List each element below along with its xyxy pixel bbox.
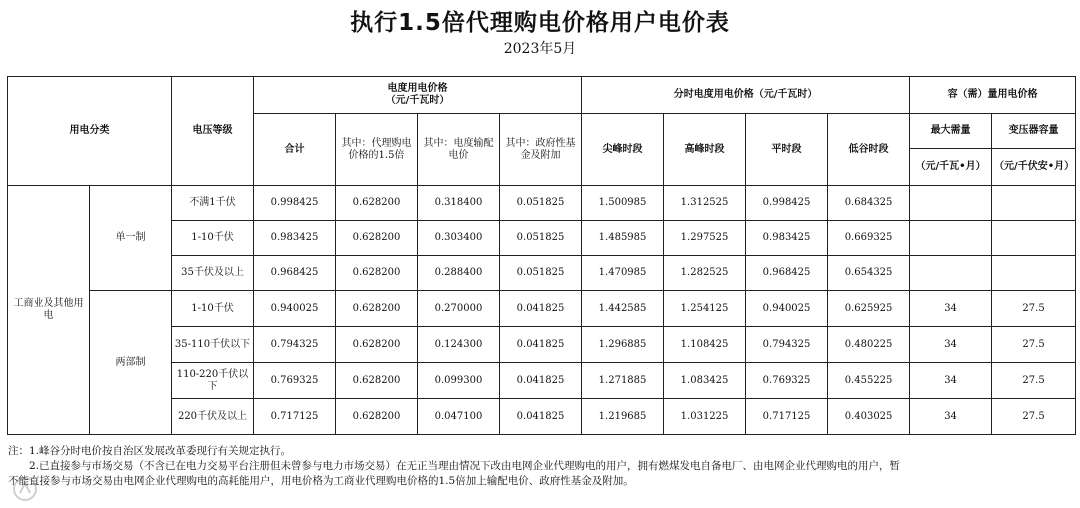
valley-cell: 0.455225 <box>828 363 910 399</box>
fund-cell: 0.051825 <box>500 186 582 221</box>
total-cell: 0.998425 <box>254 186 336 221</box>
demand-cell <box>910 186 992 221</box>
header-capacity-group: 容（需）量用电价格 <box>910 77 1076 114</box>
sharp-cell: 1.219685 <box>582 399 664 435</box>
header-sharp-peak: 尖峰时段 <box>582 114 664 186</box>
flat-cell: 0.983425 <box>746 221 828 256</box>
header-max-demand: 最大需量 <box>910 114 992 149</box>
fund-cell: 0.041825 <box>500 327 582 363</box>
proxy-cell: 0.628200 <box>336 256 418 291</box>
transformer-cell: 27.5 <box>992 399 1076 435</box>
demand-cell: 34 <box>910 291 992 327</box>
voltage-cell: 1-10千伏 <box>172 221 254 256</box>
flat-cell: 0.794325 <box>746 327 828 363</box>
transmission-cell: 0.047100 <box>418 399 500 435</box>
header-transformer-unit: （元/千伏安•月） <box>992 149 1076 186</box>
group-single-cell: 单一制 <box>90 186 172 291</box>
document-date: 2023年5月 <box>503 41 577 57</box>
demand-cell: 34 <box>910 399 992 435</box>
valley-cell: 0.654325 <box>828 256 910 291</box>
total-cell: 0.769325 <box>254 363 336 399</box>
table-row <box>8 291 1076 327</box>
high-cell: 1.282525 <box>664 256 746 291</box>
voltage-cell: 不满1千伏 <box>172 186 254 221</box>
header-flat: 平时段 <box>746 114 828 186</box>
transformer-cell: 27.5 <box>992 327 1076 363</box>
proxy-cell: 0.628200 <box>336 291 418 327</box>
footnote-line: 不能直接参与市场交易由电网企业代理购电的高耗能用户，用电价格为工商业代理购电价格的1.5倍加上输配电价、政府性基金及附加。 <box>8 475 634 487</box>
sharp-cell: 1.470985 <box>582 256 664 291</box>
fund-cell: 0.041825 <box>500 363 582 399</box>
flat-cell: 0.769325 <box>746 363 828 399</box>
voltage-cell: 35千伏及以上 <box>172 256 254 291</box>
category-cell: 工商业及其他用电 <box>8 186 90 435</box>
transmission-cell: 0.124300 <box>418 327 500 363</box>
sharp-cell: 1.500985 <box>582 186 664 221</box>
high-cell: 1.108425 <box>664 327 746 363</box>
proxy-cell: 0.628200 <box>336 186 418 221</box>
sharp-cell: 1.485985 <box>582 221 664 256</box>
total-cell: 0.794325 <box>254 327 336 363</box>
sharp-cell: 1.296885 <box>582 327 664 363</box>
voltage-cell: 1-10千伏 <box>172 291 254 327</box>
voltage-cell: 220千伏及以上 <box>172 399 254 435</box>
footnote-line: 2.已直接参与市场交易（不含已在电力交易平台注册但未曾参与电力市场交易）在无正当理由情况下改由电网企业代理购电的用户，拥有燃煤发电自备电厂、由电网企业代理购电的用户，暂 <box>8 460 901 472</box>
proxy-cell: 0.628200 <box>336 363 418 399</box>
fund-cell: 0.051825 <box>500 256 582 291</box>
demand-cell: 34 <box>910 327 992 363</box>
high-cell: 1.031225 <box>664 399 746 435</box>
transmission-cell: 0.270000 <box>418 291 500 327</box>
transformer-cell <box>992 186 1076 221</box>
sharp-cell: 1.271885 <box>582 363 664 399</box>
header-high-peak: 高峰时段 <box>664 114 746 186</box>
transmission-cell: 0.303400 <box>418 221 500 256</box>
header-fund: 其中：政府性基金及附加 <box>500 114 582 186</box>
high-cell: 1.312525 <box>664 186 746 221</box>
high-cell: 1.297525 <box>664 221 746 256</box>
flat-cell: 0.717125 <box>746 399 828 435</box>
flat-cell: 0.968425 <box>746 256 828 291</box>
table-row <box>8 186 1076 221</box>
high-cell: 1.083425 <box>664 363 746 399</box>
demand-cell: 34 <box>910 363 992 399</box>
demand-cell <box>910 256 992 291</box>
total-cell: 0.940025 <box>254 291 336 327</box>
fund-cell: 0.041825 <box>500 399 582 435</box>
header-transformer: 变压器容量 <box>992 114 1076 149</box>
flat-cell: 0.940025 <box>746 291 828 327</box>
valley-cell: 0.480225 <box>828 327 910 363</box>
header-degree-title: 电度用电价格 <box>387 83 448 94</box>
transformer-cell: 27.5 <box>992 363 1076 399</box>
flat-cell: 0.998425 <box>746 186 828 221</box>
price-table <box>7 76 1076 435</box>
valley-cell: 0.684325 <box>828 186 910 221</box>
header-tou-group: 分时电度用电价格（元/千瓦时） <box>582 77 910 114</box>
valley-cell: 0.669325 <box>828 221 910 256</box>
transformer-cell <box>992 256 1076 291</box>
group-two-part-cell: 两部制 <box>90 291 172 435</box>
document-title: 执行1.5倍代理购电价格用户电价表 <box>350 10 730 36</box>
fund-cell: 0.041825 <box>500 291 582 327</box>
proxy-cell: 0.628200 <box>336 327 418 363</box>
proxy-cell: 0.628200 <box>336 221 418 256</box>
transmission-cell: 0.288400 <box>418 256 500 291</box>
header-voltage: 电压等级 <box>172 77 254 186</box>
watermark-logo <box>12 476 122 506</box>
header-valley: 低谷时段 <box>828 114 910 186</box>
watermark-icon <box>12 476 38 502</box>
total-cell: 0.968425 <box>254 256 336 291</box>
sharp-cell: 1.442585 <box>582 291 664 327</box>
transformer-cell <box>992 221 1076 256</box>
header-proxy: 其中：代理购电价格的1.5倍 <box>336 114 418 186</box>
proxy-cell: 0.628200 <box>336 399 418 435</box>
fund-cell: 0.051825 <box>500 221 582 256</box>
transformer-cell: 27.5 <box>992 291 1076 327</box>
valley-cell: 0.403025 <box>828 399 910 435</box>
header-category: 用电分类 <box>8 77 172 186</box>
footnote-line: 注：1.峰谷分时电价按自治区发展改革委现行有关规定执行。 <box>8 445 292 457</box>
header-transmission: 其中：电度输配电价 <box>418 114 500 186</box>
high-cell: 1.254125 <box>664 291 746 327</box>
total-cell: 0.717125 <box>254 399 336 435</box>
header-degree-unit: （元/千瓦时） <box>385 95 450 106</box>
voltage-cell: 110-220千伏以下 <box>172 363 254 399</box>
transmission-cell: 0.099300 <box>418 363 500 399</box>
total-cell: 0.983425 <box>254 221 336 256</box>
transmission-cell: 0.318400 <box>418 186 500 221</box>
demand-cell <box>910 221 992 256</box>
header-total: 合计 <box>254 114 336 186</box>
footnotes <box>8 444 1074 489</box>
header-max-demand-unit: （元/千瓦•月） <box>910 149 992 186</box>
voltage-cell: 35-110千伏以下 <box>172 327 254 363</box>
valley-cell: 0.625925 <box>828 291 910 327</box>
header-degree-group <box>254 77 582 114</box>
